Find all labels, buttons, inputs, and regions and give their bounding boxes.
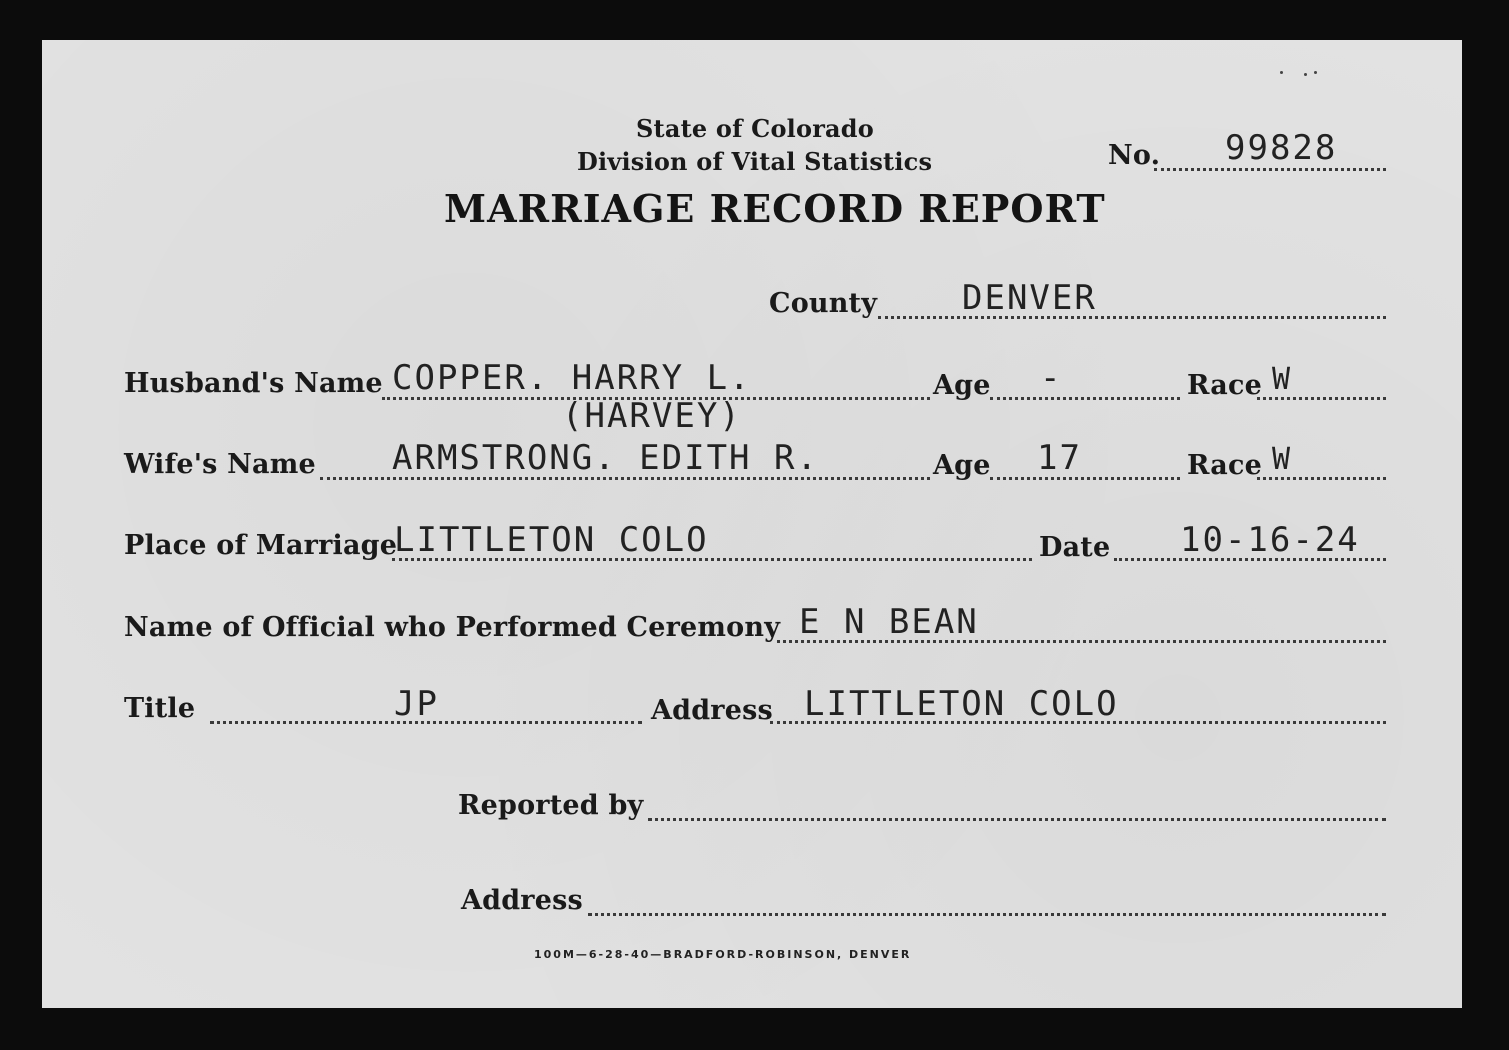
record-number-label: No. (1108, 140, 1161, 171)
state-heading: State of Colorado (636, 114, 874, 143)
wife-race-line (1257, 477, 1386, 480)
wife-name-value: ARMSTRONG. EDITH R. (392, 438, 819, 478)
record-number-line (1154, 168, 1386, 171)
wife-age-label: Age (933, 450, 991, 481)
wife-race-label: Race (1187, 450, 1262, 481)
wife-name-label: Wife's Name (124, 449, 316, 480)
husband-name-label: Husband's Name (124, 368, 383, 399)
printer-line: 100M—6-28-40—BRADFORD-ROBINSON, DENVER (534, 948, 912, 961)
county-line (878, 316, 1386, 319)
reporter-address-line (588, 913, 1386, 916)
wife-age-line (990, 477, 1180, 480)
title-value: JP (394, 684, 439, 724)
marriage-record-card (42, 40, 1462, 1008)
wife-race-value: W (1272, 442, 1293, 477)
official-label: Name of Official who Performed Ceremony (124, 612, 781, 643)
date-label: Date (1039, 532, 1111, 563)
scan-speck (1304, 73, 1307, 76)
division-heading: Division of Vital Statistics (577, 147, 933, 176)
address-label: Address (651, 695, 773, 726)
husband-name-value: COPPER. HARRY L. (392, 358, 752, 398)
county-value: DENVER (962, 278, 1097, 318)
scan-speck (1314, 71, 1317, 74)
scan-speck (1280, 71, 1283, 74)
husband-race-label: Race (1187, 370, 1262, 401)
official-value: E N BEAN (799, 602, 979, 642)
place-label: Place of Marriage (124, 530, 398, 561)
title-label: Title (124, 693, 196, 724)
date-value: 10-16-24 (1180, 520, 1360, 560)
place-value: LITTLETON COLO (394, 520, 709, 560)
husband-age-label: Age (933, 370, 991, 401)
husband-age-line (990, 397, 1180, 400)
address-value: LITTLETON COLO (804, 684, 1119, 724)
wife-age-value: 17 (1037, 438, 1082, 478)
reporter-address-label: Address (461, 885, 583, 916)
husband-race-line (1257, 397, 1386, 400)
reported-by-label: Reported by (458, 790, 644, 821)
record-number-value: 99828 (1225, 128, 1338, 168)
county-label: County (769, 288, 878, 319)
reported-by-line (648, 818, 1386, 821)
husband-race-value: W (1272, 362, 1293, 397)
husband-age-value: - (1040, 358, 1063, 398)
form-title: MARRIAGE RECORD REPORT (444, 186, 1106, 231)
husband-alias-value: (HARVEY) (562, 396, 742, 436)
